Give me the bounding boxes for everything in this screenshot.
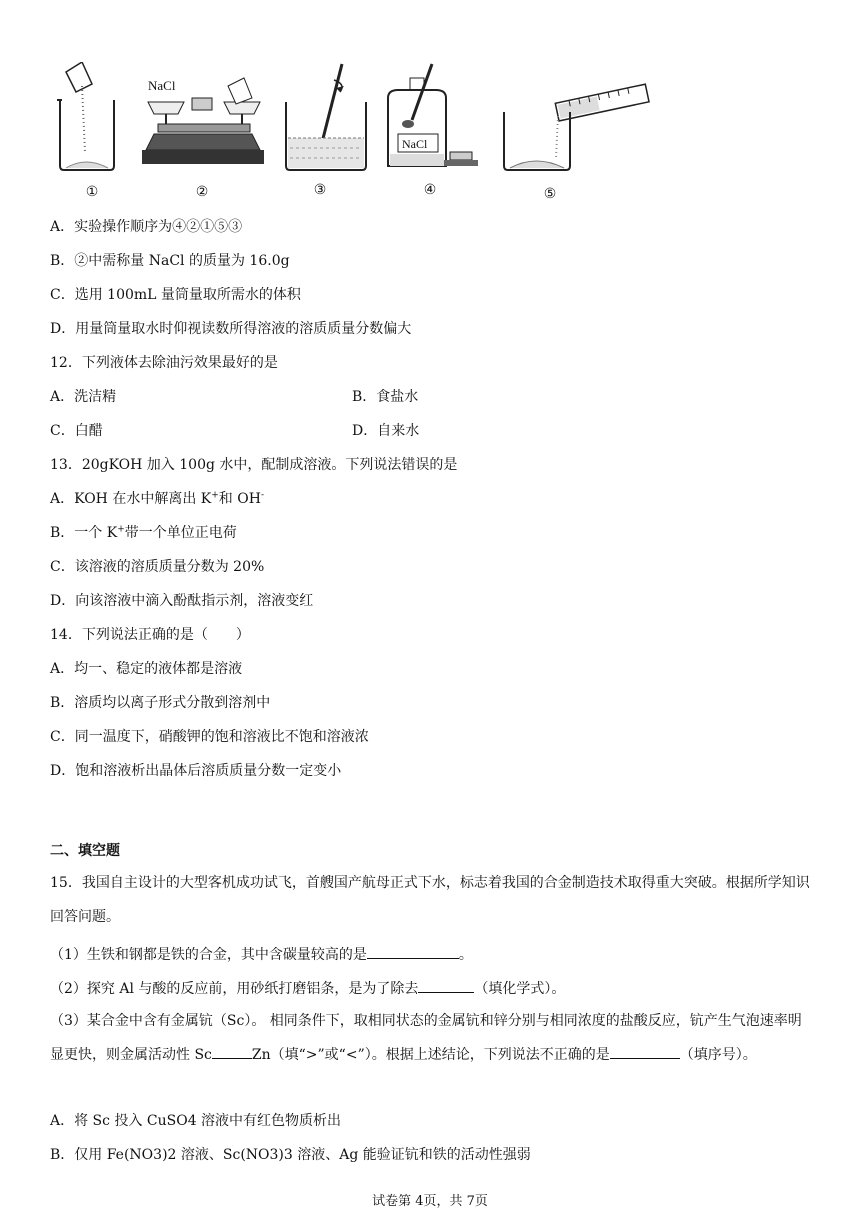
q11-option-d: D．用量筒量取水时仰视读数所得溶液的溶质质量分数偏大 (50, 321, 412, 337)
figure-2-label: ② (195, 184, 209, 200)
q14-option-d: D．饱和溶液析出晶体后溶质质量分数一定变小 (50, 763, 342, 779)
q13-a-mid: 和 OH (218, 491, 261, 507)
q11-option-a: A．实验操作顺序为④②①⑤③ (50, 219, 243, 235)
q15-stem: 15．我国自主设计的大型客机成功试飞，首艘国产航母正式下水，标志着我国的合金制造技术取得重大突破。根据所学知识回答问题。 (50, 875, 810, 925)
q15-p3-text-b: Zn（填“>”或“<”）。根据上述结论，下列说法不正确的是 (251, 1047, 610, 1063)
q15-p1-end: 。 (458, 947, 473, 963)
figure-1-label: ① (85, 184, 99, 200)
figure-3-label: ③ (313, 182, 327, 198)
q13-stem: 13．20gKOH 加入 100g 水中，配制成溶液。下列说法错误的是 (50, 457, 458, 473)
q13-b-post: 带一个单位正电荷 (124, 525, 237, 541)
q15-p1-text: （1）生铁和钢都是铁的合金，其中含碳量较高的是 (50, 947, 367, 963)
q12-option-c: C．白醋 (50, 423, 103, 439)
figure-1-pouring-solid (52, 62, 122, 174)
figure-5-pouring-water (500, 62, 650, 174)
q11-option-c: C．选用 100mL 量筒量取所需水的体积 (50, 287, 301, 303)
q13-option-b (50, 524, 237, 542)
q13-a-sup2: - (260, 490, 264, 501)
q14-option-c: C．同一温度下，硝酸钾的饱和溶液比不饱和溶液浓 (50, 729, 369, 745)
q13-a-pre: A．KOH 在水中解离出 K (50, 491, 212, 507)
figure-2-balance (140, 62, 266, 174)
q12-option-d: D．自来水 (352, 423, 420, 439)
q13-b-pre: B．一个 K (50, 525, 118, 541)
figure-4-label: ④ (423, 182, 437, 198)
q13-option-c: C．该溶液的溶质质量分数为 20% (50, 559, 265, 575)
q15-p2-text: （2）探究 Al 与酸的反应前，用砂纸打磨铝条，是为了除去 (50, 981, 419, 997)
q15-p2-blank[interactable] (418, 978, 474, 993)
q15-option-b: B．仅用 Fe(NO3)2 溶液、Sc(NO3)3 溶液、Ag 能验证钪和铁的活动性强弱 (50, 1147, 531, 1163)
q15-option-a: A．将 Sc 投入 CuSO4 溶液中有红色物质析出 (50, 1113, 342, 1129)
figure-3-stirring (282, 62, 372, 174)
q13-a-sup1: + (211, 490, 219, 501)
q15-p3-text-c: （填序号）。 (679, 1047, 757, 1063)
q15-p3-text-a: （3）某合金中含有金属钪（Sc）。 相同条件下，取相同状态的金属钪和锌分别与相同浓度的盐酸反应，钪产生气泡速率明显更快，则金属活动性 Sc (50, 1013, 802, 1063)
q13-option-d: D．向该溶液中滴入酚酞指示剂，溶液变红 (50, 593, 314, 609)
q14-option-b: B．溶质均以离子形式分散到溶剂中 (50, 695, 271, 711)
q14-stem: 14．下列说法正确的是（ ） (50, 627, 250, 643)
q15-p1-blank[interactable] (367, 944, 459, 959)
nacl-label-bottle: NaCl (402, 137, 428, 151)
nacl-label-balance: NaCl (148, 78, 176, 93)
q11-option-b: B．②中需称量 NaCl 的质量为 16.0g (50, 253, 290, 269)
q15-p3-blank-1[interactable] (212, 1044, 252, 1059)
figure-4-reagent-bottle (384, 62, 484, 174)
section-title-fill-in: 二、填空题 (50, 843, 120, 859)
experiment-figures (44, 62, 664, 208)
q12-option-b: B．食盐水 (352, 389, 419, 405)
page-footer: 试卷第 4页，共 7页 (372, 1194, 488, 1209)
q12-stem: 12．下列液体去除油污效果最好的是 (50, 355, 278, 371)
q15-part-2 (50, 978, 565, 998)
q15-p3-blank-2[interactable] (610, 1044, 680, 1059)
q15-part-3 (50, 1004, 812, 1072)
q12-option-a: A．洗洁精 (50, 389, 117, 405)
q13-option-a (50, 490, 264, 508)
q15-p2-end: （填化学式）。 (474, 981, 566, 997)
q14-option-a: A．均一、稳定的液体都是溶液 (50, 661, 243, 677)
q13-b-sup: + (117, 524, 125, 535)
q15-part-1 (50, 944, 473, 964)
figure-5-label: ⑤ (543, 186, 557, 202)
